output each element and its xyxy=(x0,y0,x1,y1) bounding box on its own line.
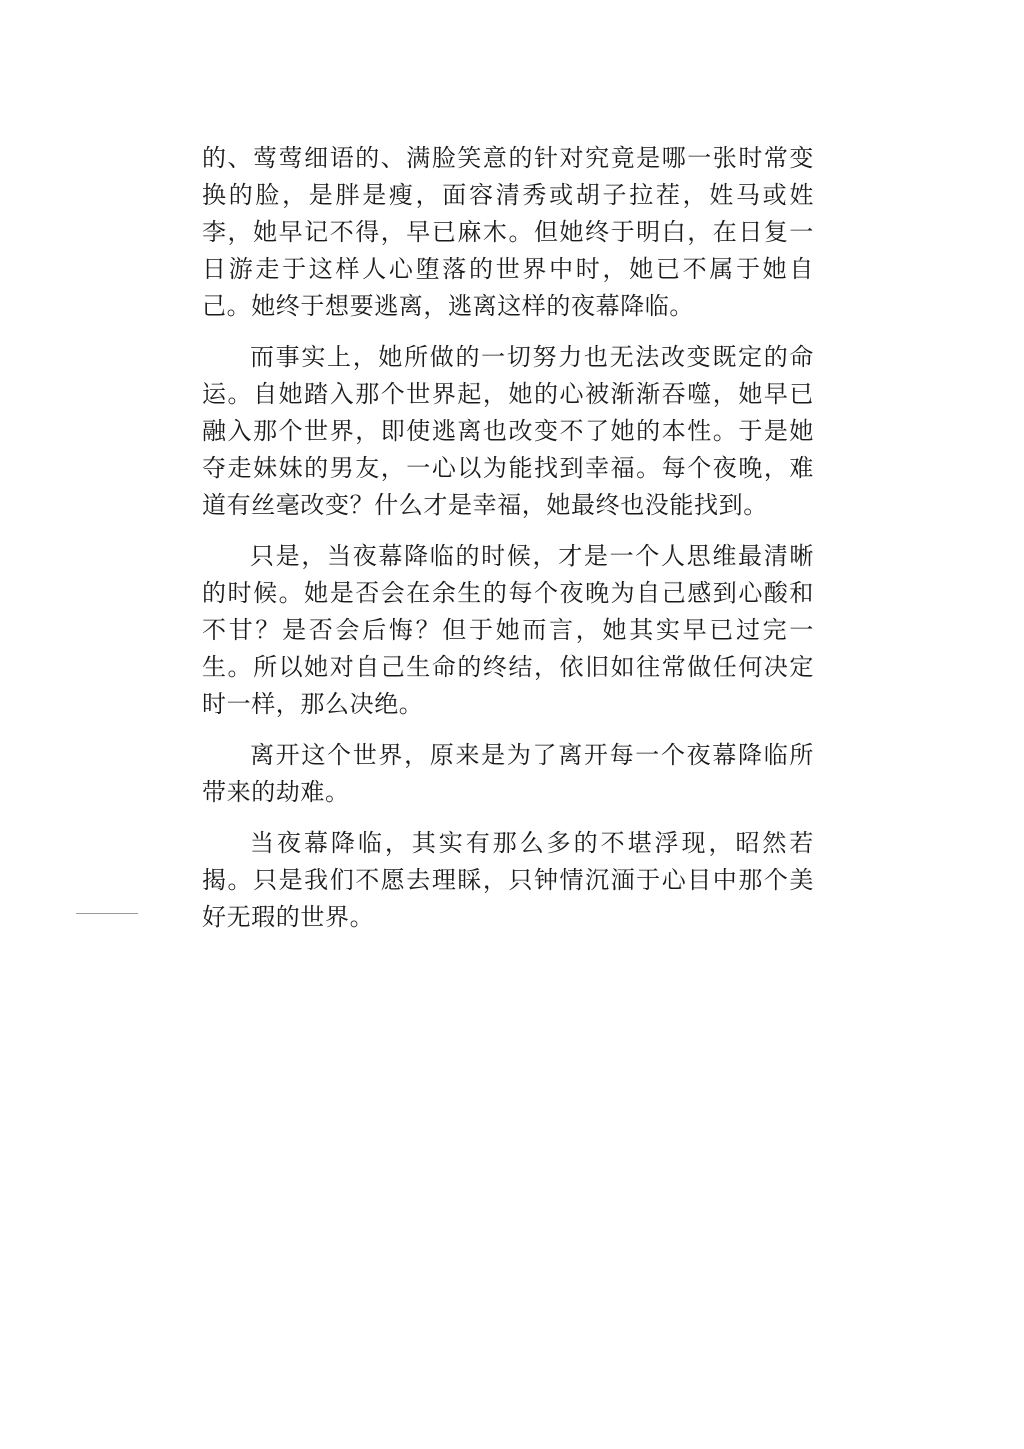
paragraph-2: 而事实上，她所做的一切努力也无法改变既定的命运。自她踏入那个世界起，她的心被渐渐吞噬，她早已融入那个世界，即使逃离也改变不了她的本性。于是她夺走妹妹的男友，一心以为能找到幸福。每个夜晚，难道有丝毫改变？什么才是幸福，她最终也没能找到。 xyxy=(202,343,814,519)
paragraph-3: 只是，当夜幕降临的时候，才是一个人思维最清晰的时候。她是否会在余生的每个夜晚为自己感到心酸和不甘？是否会后悔？但于她而言，她其实早已过完一生。所以她对自己生命的终结，依旧如往常做任何决定时一样，那么决绝。 xyxy=(202,542,814,718)
paragraph-4: 离开这个世界，原来是为了离开每一个夜幕降临所带来的劫难。 xyxy=(202,741,814,806)
document-body xyxy=(202,140,814,936)
paragraph-1: 的、莺莺细语的、满脸笑意的针对究竟是哪一张时常变换的脸，是胖是瘦，面容清秀或胡子拉茬，姓马或姓李，她早记不得，早已麻木。但她终于明白，在日复一日游走于这样人心堕落的世界中时，她已不属于她自己。她终于想要逃离，逃离这样的夜幕降临。 xyxy=(202,144,814,320)
paragraph-5: 当夜幕降临，其实有那么多的不堪浮现，昭然若揭。只是我们不愿去理睬，只钟情沉湎于心目中那个美好无瑕的世界。 xyxy=(202,829,814,931)
footnote-divider xyxy=(76,913,138,914)
